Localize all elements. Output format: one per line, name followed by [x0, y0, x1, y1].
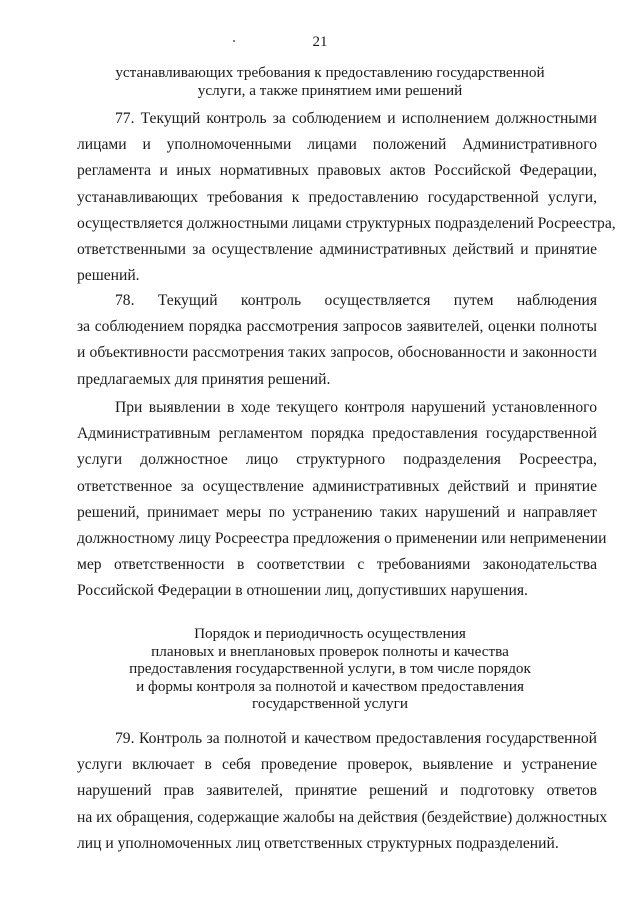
- text-line: нарушений прав заявителей, принятие решений и подготовку ответов: [77, 782, 597, 800]
- section-heading: [60, 625, 600, 713]
- text-line: осуществляется должностными лицами структурных подразделений Росреестра,: [77, 214, 616, 232]
- text-line: решений, принимает меры по устранению таких нарушений и направляет: [77, 503, 597, 521]
- heading-line: устанавливающих требования к предоставлению государственной: [115, 64, 545, 81]
- paragraph-77: [77, 106, 616, 289]
- page-number: 21: [312, 34, 328, 50]
- text-line: мер ответственности в соответствии с требованиями законодательства: [77, 556, 597, 574]
- heading-line: государственной услуги: [252, 695, 408, 712]
- text-line: должностному лицу Росреестра предложения о применении или неприменении: [77, 529, 607, 547]
- text-line: 78. Текущий контроль осуществляется путем наблюдения: [115, 292, 597, 309]
- text-line: Российской Федерации в отношении лиц, допустивших нарушения.: [77, 582, 528, 600]
- heading-line: и формы контроля за полнотой и качеством предоставления: [136, 677, 524, 695]
- heading-line: Порядок и периодичность осуществления: [194, 625, 466, 642]
- text-line: устанавливающих требования к предоставлению государственной услуги,: [77, 188, 597, 206]
- text-line: ответственными за осуществление административных действий и принятие: [77, 240, 597, 258]
- heading-line: услуги, а также принятием ими решений: [197, 82, 463, 99]
- text-line: ответственное за осуществление административных действий и принятие: [77, 477, 597, 495]
- text-line: 77. Текущий контроль за соблюдением и исполнением должностными: [115, 110, 597, 127]
- text-line: за соблюдением порядка рассмотрения запросов заявителей, оценки полноты: [77, 318, 597, 336]
- text-line: лицами и уполномоченными лицами положений Административного: [77, 136, 597, 154]
- paragraph-79: [77, 726, 608, 857]
- text-line: услуги должностное лицо структурного подразделения Росреестра,: [77, 451, 597, 469]
- heading-line: плановых и внеплановых проверок полноты и качества: [151, 642, 509, 660]
- heading-continuation: [60, 64, 600, 100]
- text-line: регламента и иных нормативных правовых актов Российской Федерации,: [77, 162, 597, 180]
- text-line: на их обращения, содержащие жалобы на действия (бездействие) должностных: [77, 808, 608, 826]
- paragraph-78: [77, 288, 597, 393]
- heading-line: предоставления государственной услуги, в том числе порядок: [129, 660, 531, 677]
- text-line: и объективности рассмотрения таких запросов, обоснованности и законности: [77, 344, 597, 362]
- text-line: решений.: [77, 267, 140, 285]
- text-line: лиц и уполномоченных лиц ответственных структурных подразделений.: [77, 834, 559, 852]
- text-line: 79. Контроль за полнотой и качеством предоставления государственной: [115, 730, 597, 747]
- text-line: При выявлении в ходе текущего контроля нарушений установленного: [115, 399, 597, 416]
- text-line: Административным регламентом порядка предоставления государственной: [77, 425, 597, 443]
- paragraph-78-violations: [77, 395, 607, 605]
- text-line: услуги включает в себя проведение проверок, выявление и устранение: [77, 756, 597, 774]
- text-line: предлагаемых для принятия решений.: [77, 370, 331, 388]
